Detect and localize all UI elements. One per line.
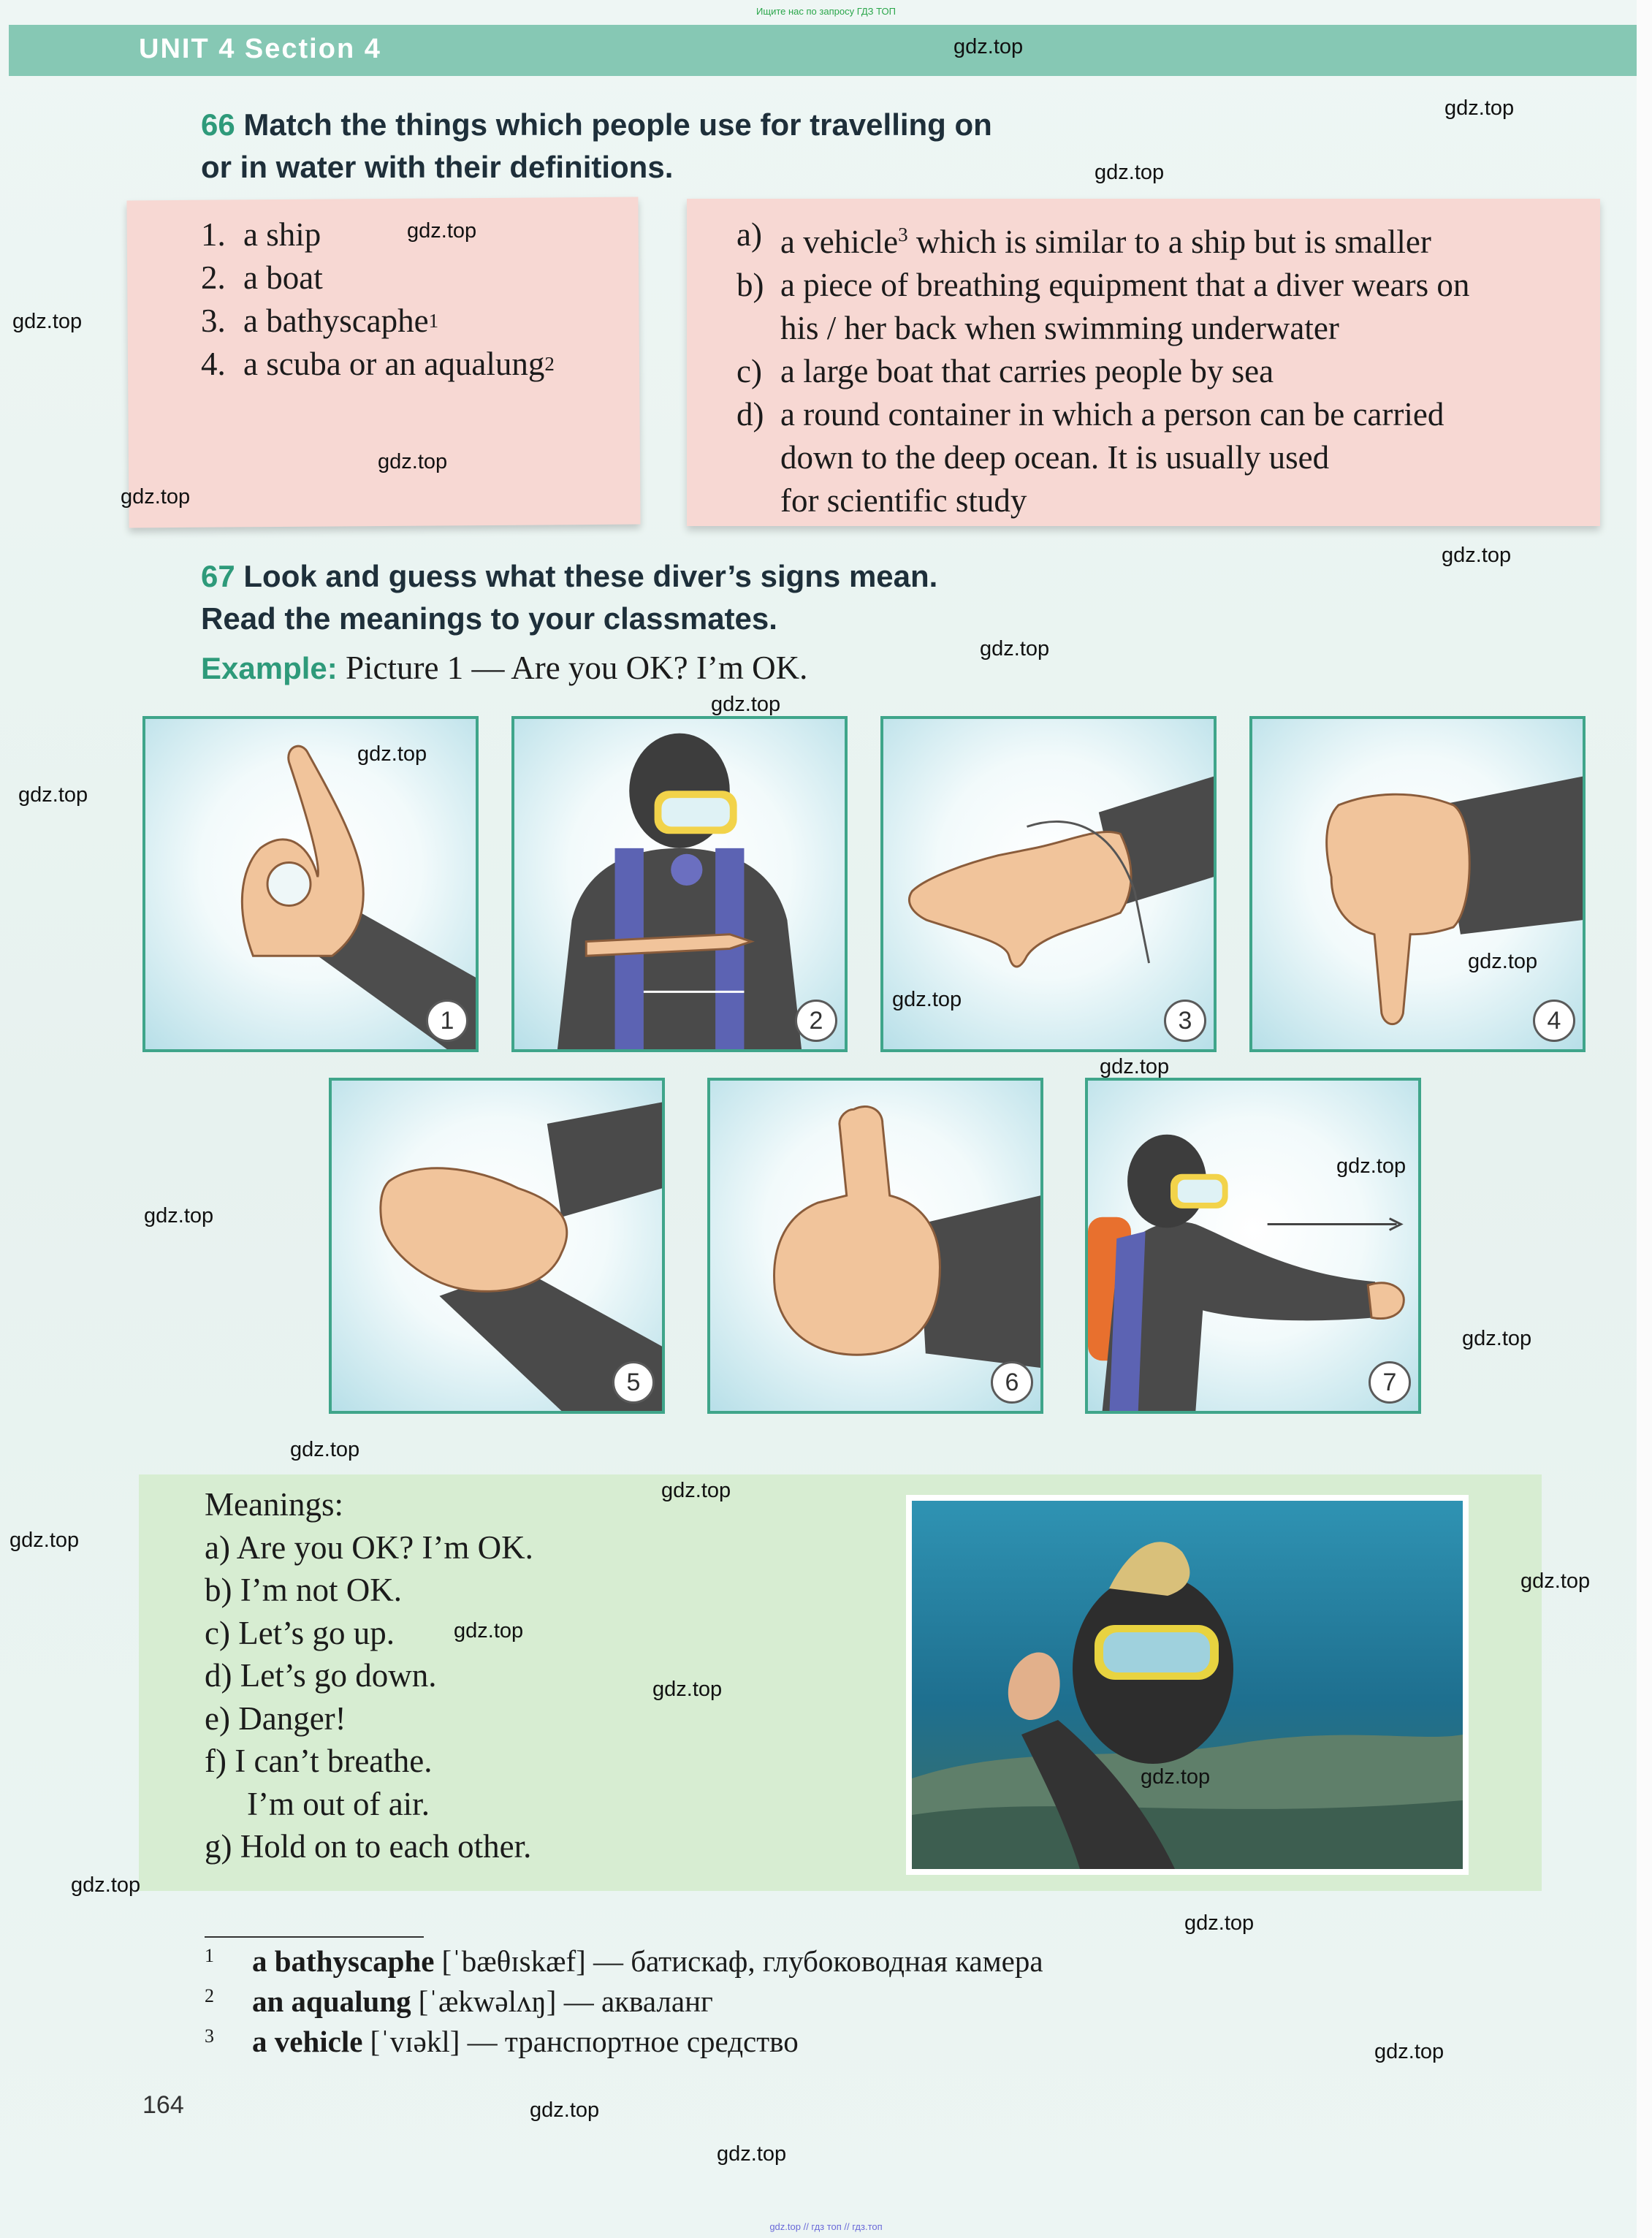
top-note: Ищите нас по запросу ГДЗ ТОП [756, 6, 896, 17]
thumbs-down-illustration [1252, 719, 1583, 1049]
list-item: 1. a ship [201, 216, 321, 253]
watermark: gdz.top [407, 219, 477, 243]
watermark: gdz.top [1184, 1911, 1255, 1935]
footnote-3: 3 a vehicle [ˈvɪəkl] — транспортное средство [205, 2025, 799, 2058]
page-edge [1637, 0, 1652, 2238]
list-item: b) I’m not OK. [205, 1572, 402, 1608]
watermark: gdz.top [71, 1873, 141, 1897]
list-item: I’m out of air. [247, 1785, 430, 1822]
watermark: gdz.top [1520, 1569, 1591, 1593]
list-item: his / her back when swimming underwater [780, 310, 1339, 346]
items-list [201, 213, 555, 386]
list-item: c) a large boat that carries people by sea [736, 353, 1274, 389]
picture-1 [142, 716, 479, 1052]
page-number: 164 [142, 2091, 184, 2119]
list-item: f) I can’t breathe. [205, 1743, 433, 1779]
picture-5 [329, 1078, 665, 1414]
diver-pointing-illustration [1088, 1081, 1418, 1411]
diver-photo-illustration [912, 1501, 1463, 1869]
watermark: gdz.top [290, 1438, 360, 1461]
picture-number: 5 [612, 1361, 655, 1404]
exercise-66-line1: Match the things which people use for travelling on [243, 107, 992, 142]
list-item: 4. a scuba or an aqualung 2 [201, 346, 555, 382]
watermark: gdz.top [892, 988, 962, 1011]
footnote-rule [205, 1936, 424, 1938]
watermark: gdz.top [9, 1529, 80, 1552]
list-item: a) Are you OK? I’m OK. [205, 1529, 533, 1566]
definitions-list [736, 213, 1469, 522]
unit-title: UNIT 4 Section 4 [139, 34, 381, 64]
example-text: Picture 1 — Are you OK? I’m OK. [346, 650, 808, 686]
exercise-66-heading [201, 104, 992, 189]
picture-6 [707, 1078, 1043, 1414]
watermark: gdz.top [1468, 950, 1538, 973]
picture-number: 4 [1533, 1000, 1575, 1042]
watermark: gdz.top [1442, 544, 1512, 567]
list-item: for scientific study [780, 482, 1027, 519]
watermark: gdz.top [357, 742, 427, 766]
watermark: gdz.top [1444, 96, 1515, 120]
watermark: gdz.top [652, 1678, 723, 1701]
picture-2 [511, 716, 848, 1052]
bottom-note: gdz.top // гдз топ // гдз.топ [769, 2221, 883, 2232]
exercise-66-number: 66 [201, 107, 235, 142]
thumbs-up-illustration [710, 1081, 1040, 1411]
watermark: gdz.top [1095, 161, 1165, 184]
watermark: gdz.top [1462, 1327, 1532, 1350]
picture-number: 7 [1369, 1361, 1411, 1404]
picture-number: 6 [991, 1361, 1033, 1404]
watermark: gdz.top [121, 485, 191, 509]
list-item: c) Let’s go up. [205, 1614, 395, 1651]
list-item: d) a round container in which a person can be carried [736, 396, 1444, 433]
watermark: gdz.top [378, 450, 448, 473]
example-line [201, 649, 807, 687]
exercise-67-heading [201, 555, 937, 640]
ok-hand-illustration [145, 719, 476, 1049]
watermark: gdz.top [12, 310, 83, 333]
watermark: gdz.top [980, 637, 1050, 661]
watermark: gdz.top [1100, 1055, 1170, 1078]
list-item: a) a vehicle$^3$ which is similar to a ship but is smaller [736, 216, 1431, 260]
picture-number: 1 [426, 1000, 468, 1042]
watermark: gdz.top [661, 1479, 731, 1502]
diver-flat-hand-illustration [514, 719, 845, 1049]
diver-photo [906, 1495, 1469, 1875]
watermark: gdz.top [454, 1619, 524, 1643]
exercise-67-line1: Look and guess what these diver’s signs mean. [243, 559, 938, 593]
watermark: gdz.top [711, 693, 781, 716]
example-label: Example: [201, 651, 338, 685]
watermark: gdz.top [1336, 1154, 1407, 1178]
footnote-2: 2 an aqualung [ˈækwəlʌŋ] — акваланг [205, 1984, 713, 2018]
clasped-hands-illustration [332, 1081, 662, 1411]
watermark: gdz.top [18, 783, 88, 807]
meanings-title: Meanings: [205, 1486, 343, 1523]
picture-number: 2 [795, 1000, 837, 1042]
picture-number: 3 [1164, 1000, 1206, 1042]
picture-4 [1249, 716, 1586, 1052]
exercise-67-number: 67 [201, 559, 235, 593]
list-item: g) Hold on to each other. [205, 1828, 532, 1865]
exercise-66-line2: or in water with their definitions. [201, 150, 674, 184]
list-item: d) Let’s go down. [205, 1657, 437, 1694]
exercise-67-line2: Read the meanings to your classmates. [201, 601, 777, 636]
watermark: gdz.top [530, 2098, 600, 2122]
list-item: 2. a boat [201, 259, 323, 296]
meanings-list [205, 1483, 533, 1868]
watermark: gdz.top [144, 1204, 214, 1228]
watermark: gdz.top [717, 2142, 787, 2166]
footnote-1: 1 a bathyscaphe [ˈbæθɪskæf] — батискаф, глубоководная камера [205, 1944, 1043, 1978]
picture-7 [1085, 1078, 1421, 1414]
watermark: gdz.top [953, 35, 1024, 58]
watermark: gdz.top [1141, 1765, 1211, 1789]
list-item: b) a piece of breathing equipment that a diver wears on [736, 267, 1470, 303]
list-item: down to the deep ocean. It is usually used [780, 439, 1330, 476]
list-item: e) Danger! [205, 1700, 346, 1737]
list-item: 3. a bathyscaphe 1 [201, 302, 439, 339]
watermark: gdz.top [1374, 2040, 1444, 2063]
